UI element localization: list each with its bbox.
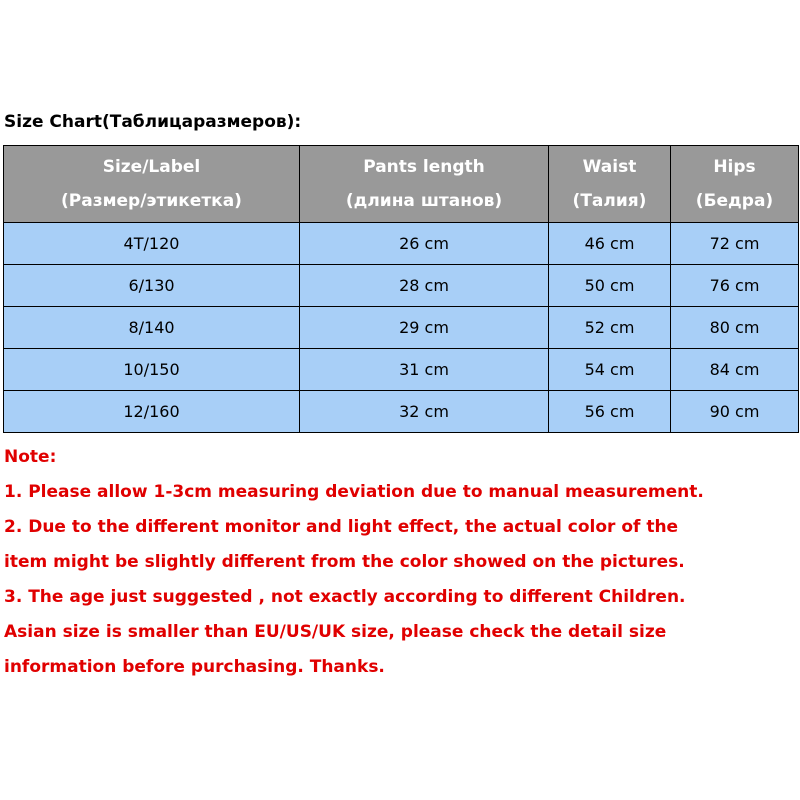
header-text-ru: (длина штанов)	[345, 191, 503, 211]
table-row	[4, 307, 799, 349]
cell-hips: 80 cm	[671, 307, 799, 349]
cell-pants-length: 26 cm	[300, 223, 549, 265]
note-line: item might be slightly different from the color showed on the pictures.	[4, 552, 685, 572]
cell-size-label: 8/140	[4, 307, 300, 349]
note-heading: Note:	[4, 447, 57, 467]
table-row	[4, 265, 799, 307]
header-text-ru: (Бедра)	[695, 191, 774, 211]
cell-pants-length: 28 cm	[300, 265, 549, 307]
table-row	[4, 223, 799, 265]
header-text: Hips	[713, 157, 756, 177]
header-text-ru: (Размер/этикетка)	[61, 191, 242, 211]
table-row	[4, 391, 799, 433]
header-text: Waist	[582, 157, 637, 177]
size-chart-table	[3, 145, 799, 433]
note-line: 3. The age just suggested , not exactly according to different Children.	[4, 587, 686, 607]
cell-waist: 46 cm	[549, 223, 671, 265]
cell-hips: 72 cm	[671, 223, 799, 265]
header-text: Size/Label	[102, 157, 201, 177]
cell-waist: 52 cm	[549, 307, 671, 349]
cell-hips: 84 cm	[671, 349, 799, 391]
note-line: 2. Due to the different monitor and light effect, the actual color of the	[4, 517, 679, 537]
header-waist	[549, 146, 671, 223]
cell-size-label: 6/130	[4, 265, 300, 307]
header-text: Pants length	[363, 157, 485, 177]
cell-waist: 56 cm	[549, 391, 671, 433]
cell-pants-length: 29 cm	[300, 307, 549, 349]
cell-size-label: 4T/120	[4, 223, 300, 265]
header-text-ru: (Талия)	[572, 191, 647, 211]
notes-section	[4, 440, 798, 685]
table-header-row	[4, 146, 799, 223]
header-pants-length	[300, 146, 549, 223]
cell-size-label: 10/150	[4, 349, 300, 391]
table-row	[4, 349, 799, 391]
note-line: information before purchasing. Thanks.	[4, 657, 385, 677]
note-line: 1. Please allow 1-3cm measuring deviation due to manual measurement.	[4, 482, 704, 502]
header-size-label	[4, 146, 300, 223]
cell-hips: 76 cm	[671, 265, 799, 307]
header-hips	[671, 146, 799, 223]
cell-waist: 54 cm	[549, 349, 671, 391]
size-chart-title: Size Chart(Таблицаразмеров):	[4, 112, 302, 132]
cell-pants-length: 31 cm	[300, 349, 549, 391]
note-line: Asian size is smaller than EU/US/UK size, please check the detail size	[4, 622, 667, 642]
cell-waist: 50 cm	[549, 265, 671, 307]
cell-pants-length: 32 cm	[300, 391, 549, 433]
cell-size-label: 12/160	[4, 391, 300, 433]
cell-hips: 90 cm	[671, 391, 799, 433]
